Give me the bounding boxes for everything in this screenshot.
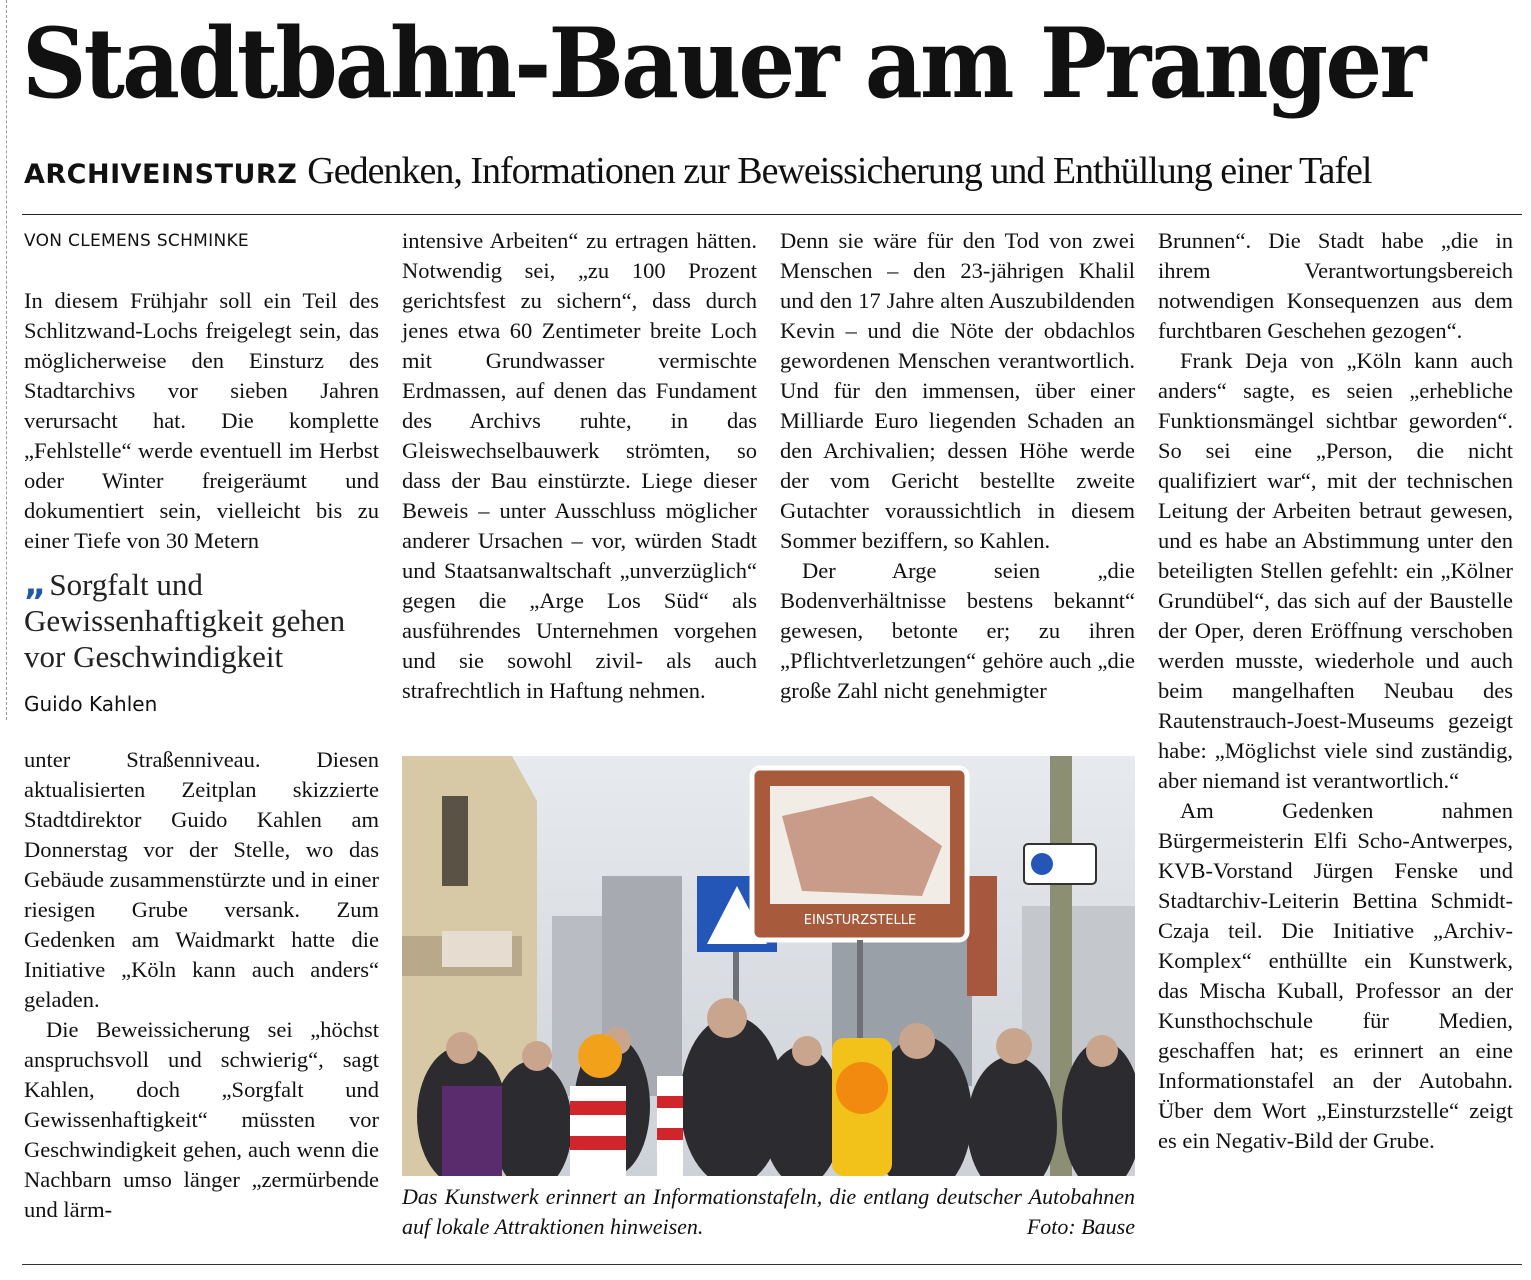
- paragraph: Frank Deja von „Köln kann auch anders“ sagte, es seien „erhebliche Funktionsmängel sichtbar geworden“. So sei eine „Person, die nicht qualifiziert war“, mit der technischen Leitung der Arbeiten betraut gewesen, und es habe an Abstimmung unter den beteiligten Stellen gefehlt: ein „Kölner Grundübel“, das sich auf der Baustelle der Oper, deren Eröffnung verschoben werden musste, wiederhole und auch beim mangelhaften Neubau des Rautenstrauch-Joest-Museums gezeigt habe: „Möglichst viele sind zuständig, aber niemand ist verantwortlich.“: [1158, 348, 1513, 793]
- paragraph: Brunnen“. Die Stadt habe „die in ihrem Verantwortungsbereich notwendigen Konsequenzen aus dem furchtbaren Geschehen gezogen“.: [1158, 228, 1513, 343]
- photo-caption: [402, 1182, 1135, 1242]
- pull-quote-text: Sorgfalt und Gewissenhaftigkeit gehen vor Geschwindigkeit: [24, 567, 346, 674]
- subheadline: [24, 152, 1371, 190]
- deck: Gedenken, Informationen zur Beweissicherung und Enthüllung einer Tafel: [307, 150, 1372, 192]
- photo-illustration: [402, 756, 1135, 1176]
- paragraph: unter Straßenniveau. Diesen aktualisierten Zeitplan skizzierte Stadtdirektor Guido Kahlen am Donnerstag vor der Stelle, wo das Gebäude zusammenstürzte und in einer riesigen Grube versank. Zum Gedenken am Waidmarkt hatte die Initiative „Köln kann auch anders“ geladen.: [24, 747, 379, 1012]
- quote-mark-icon: „: [24, 564, 44, 604]
- column-1: [24, 226, 379, 1225]
- news-photo: [402, 756, 1135, 1176]
- paragraph: In diesem Frühjahr soll ein Teil des Schlitzwand-Lochs freigelegt sein, das möglicherweise den Einsturz des Stadtarchivs vor sieben Jahren verursacht hat. Die komplette „Fehlstelle“ werde eventuell im Herbst oder Winter freigeräumt und dokumentiert sein, vielleicht bis zu einer Tiefe von 30 Metern: [24, 288, 379, 553]
- caption-text: Das Kunstwerk erinnert an Informationstafeln, die entlang deutscher Autobahnen auf lokale Attraktionen hinweisen.: [402, 1184, 1135, 1239]
- paragraph: Denn sie wäre für den Tod von zwei Menschen – den 23-jährigen Khalil und den 17 Jahre alten Auszubildenden Kevin – und die Nöte der obdachlos gewordenen Menschen verantwortlich. Und für den immensen, über einer Milliarde Euro liegenden Schaden an den Archivalien; dessen Höhe werde der vom Gericht bestellte zweite Gutachter voraussichtlich in diesem Sommer beziffern, so Kahlen.: [780, 228, 1135, 553]
- column-2: [402, 226, 757, 706]
- photo-credit: Foto: Bause: [1026, 1214, 1135, 1239]
- sign-text: EINSTURZSTELLE: [803, 913, 917, 928]
- paragraph: Am Gedenken nahmen Bürgermeisterin Elfi Scho-Antwerpes, KVB-Vorstand Jürgen Fenske und Stadtarchiv-Leiterin Bettina Schmidt-Czaja teil. Die Initiative „Archiv-Komplex“ enthüllte ein Kunstwerk, das Mischa Kuball, Professor an der Kunsthochschule für Medien, geschaffen hat; es erinnert an eine Informationstafel an der Autobahn. Über dem Wort „Einsturzstelle“ zeigt es ein Negativ-Bild der Grube.: [1158, 798, 1513, 1153]
- headline: Stadtbahn-Bauer am Pranger: [22, 7, 1424, 120]
- header-divider: [22, 214, 1522, 215]
- pull-quote-author: Guido Kahlen: [24, 692, 158, 716]
- footer-divider: [22, 1264, 1522, 1265]
- paragraph: Der Arge seien „die Bodenverhältnisse bestens bekannt“ gewesen, betonte er; zu ihren „Pflichtverletzungen“ gehöre auch „die große Zahl nicht genehmigter: [780, 558, 1135, 703]
- column-3: [780, 226, 1135, 706]
- paragraph: Die Beweissicherung sei „höchst anspruchsvoll und schwierig“, sagt Kahlen, doch „Sorgfalt und Gewissenhaftigkeit“ müssten vor Geschwindigkeit gehen, auch wenn die Nachbarn umso länger „zermürbende und lärm-: [24, 1017, 379, 1222]
- column-4: [1158, 226, 1513, 1156]
- pull-quote: [24, 566, 379, 675]
- paragraph: intensive Arbeiten“ zu ertragen hätten. Notwendig sei, „zu 100 Prozent gerichtsfest zu sichern“, dass durch jenes etwa 60 Zentimeter breite Loch mit Grundwasser vermischte Erdmassen, auf denen das Fundament des Archivs ruhte, in das Gleiswechselbauwerk strömten, so dass der Bau einstürzte. Liege dieser Beweis – unter Ausschluss möglicher anderer Ursachen – vor, würden Stadt und Staatsanwaltschaft „unverzüglich“ gegen die „Arge Los Süd“ als ausführendes Unternehmen vorgehen und sie sowohl zivil- als auch strafrechtlich in Haftung nehmen.: [402, 228, 757, 703]
- byline: VON CLEMENS SCHMINKE: [24, 231, 249, 251]
- page-edge-rule: [6, 0, 8, 720]
- kicker: ARCHIVEINSTURZ: [24, 159, 298, 190]
